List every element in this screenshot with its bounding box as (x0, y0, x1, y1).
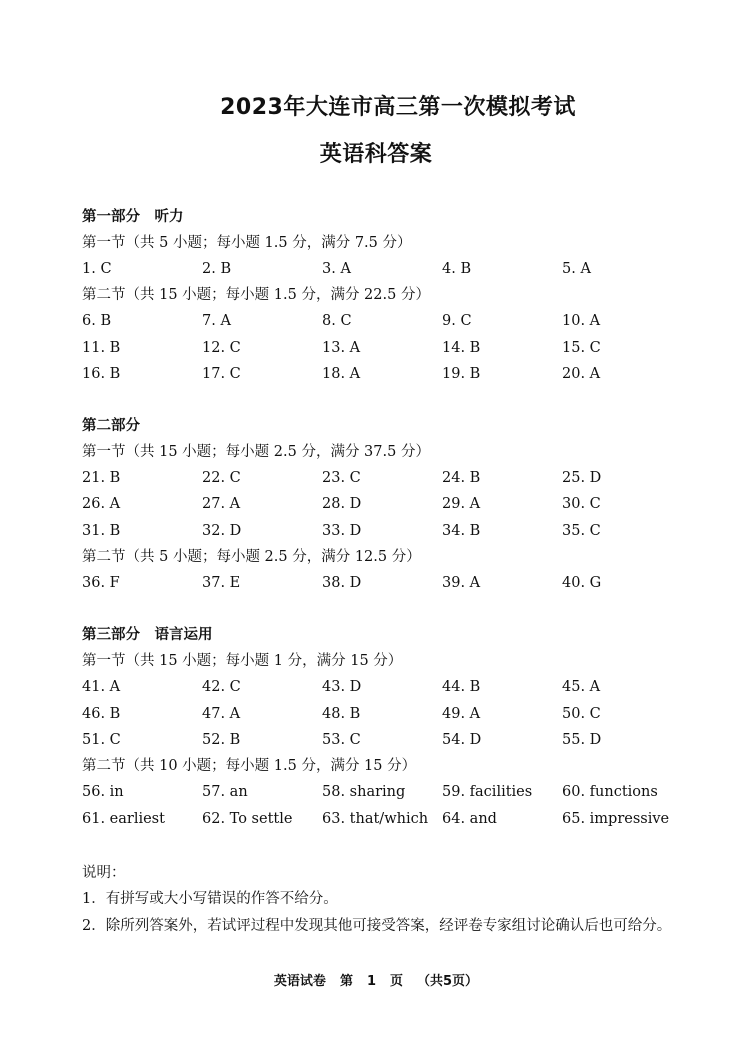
answer-cell: 15. C (562, 339, 601, 356)
answer-cell: 48. B (322, 705, 361, 722)
answer-cell: 61. earliest (82, 810, 165, 827)
answer-cell: 57. an (202, 784, 248, 801)
answer-cell: 47. A (202, 705, 241, 722)
answer-cell: 55. D (562, 731, 602, 748)
answer-cell: 42. C (202, 679, 241, 696)
answer-cell: 21. B (82, 470, 121, 487)
footer-paper-name: 英语试卷 (273, 974, 326, 989)
answer-cell: 60. functions (562, 784, 658, 801)
answer-key-content (82, 204, 682, 939)
answer-cell: 34. B (442, 522, 481, 539)
answer-row (82, 701, 682, 727)
answer-cell: 14. B (442, 339, 481, 356)
answer-cell: 58. sharing (322, 784, 406, 801)
answer-cell: 18. A (322, 365, 361, 382)
answer-cell: 17. C (202, 365, 241, 382)
answer-row (82, 518, 682, 544)
answer-cell: 52. B (202, 731, 241, 748)
answer-row (82, 779, 682, 805)
answer-cell: 9. C (442, 313, 472, 330)
answer-cell: 49. A (442, 705, 481, 722)
answer-cell: 37. E (202, 575, 241, 592)
answer-cell: 38. D (322, 575, 362, 592)
answer-cell: 59. facilities (442, 784, 533, 801)
document-subtitle: 英语科答案 (319, 142, 433, 167)
answer-cell: 19. B (442, 365, 481, 382)
answer-cell: 8. C (322, 313, 352, 330)
answer-cell: 22. C (202, 470, 241, 487)
answer-cell: 20. A (562, 365, 601, 382)
answer-row (82, 674, 682, 700)
answer-cell: 26. A (82, 496, 121, 513)
answer-cell: 10. A (562, 313, 601, 330)
footer-page-number: 1 (366, 974, 376, 989)
answer-cell: 46. B (82, 705, 121, 722)
section-heading: 第二节（共 10 小题；每小题 1.5 分，满分 15 分） (82, 758, 417, 775)
answer-cell: 43. D (322, 679, 362, 696)
answer-cell: 1. C (82, 261, 112, 277)
answer-cell: 51. C (82, 731, 121, 748)
answer-cell: 53. C (322, 731, 361, 748)
answer-cell: 3. A (322, 261, 351, 277)
answer-row (82, 361, 682, 387)
answer-cell: 23. C (322, 470, 361, 487)
note-item: 1．有拼写或大小写错误的作答不给分。 (82, 891, 338, 908)
answer-cell: 31. B (82, 522, 121, 539)
answer-cell: 29. A (442, 496, 481, 513)
section-heading: 第二节（共 15 小题；每小题 1.5 分，满分 22.5 分） (82, 287, 430, 304)
answer-cell: 41. A (82, 679, 121, 696)
answer-cell: 7. A (202, 313, 231, 330)
answer-cell: 16. B (82, 365, 121, 382)
answer-cell: 2. B (202, 261, 232, 277)
answer-cell: 5. A (562, 261, 591, 277)
section-heading: 第二节（共 5 小题；每小题 2.5 分，满分 12.5 分） (82, 549, 421, 566)
answer-cell: 40. G (562, 575, 602, 592)
answer-cell: 32. D (202, 522, 242, 539)
answer-cell: 28. D (322, 496, 362, 513)
answer-cell: 36. F (82, 575, 120, 592)
answer-cell: 39. A (442, 575, 481, 592)
answer-cell: 33. D (322, 522, 362, 539)
answer-row (82, 570, 682, 596)
part-heading: 第一部分 听力 (82, 209, 184, 225)
answer-cell: 62. To settle (202, 810, 293, 827)
answer-cell: 64. and (442, 810, 497, 827)
answer-cell: 44. B (442, 679, 481, 696)
part-heading: 第二部分 (82, 418, 140, 435)
answer-cell: 6. B (82, 313, 112, 330)
answer-row (82, 491, 682, 517)
answer-cell: 45. A (562, 679, 601, 696)
part-heading: 第三部分 语言运用 (82, 627, 213, 644)
answer-cell: 50. C (562, 705, 601, 722)
page-footer (0, 970, 752, 989)
answer-cell: 30. C (562, 496, 601, 513)
answer-row (82, 727, 682, 753)
section-heading: 第一节（共 5 小题；每小题 1.5 分，满分 7.5 分） (82, 235, 412, 251)
answer-cell: 27. A (202, 496, 241, 513)
answer-row (82, 806, 682, 832)
answer-row (82, 308, 682, 334)
footer-page-prefix: 第 (339, 974, 353, 989)
answer-cell: 12. C (202, 339, 241, 356)
document-title: 2023年大连市高三第一次模拟考试 (220, 95, 576, 120)
section-heading: 第一节（共 15 小题；每小题 2.5 分，满分 37.5 分） (82, 444, 430, 461)
answer-cell: 11. B (82, 339, 121, 356)
footer-page-suffix: 页 (390, 974, 404, 989)
section-heading: 第一节（共 15 小题；每小题 1 分，满分 15 分） (82, 653, 403, 670)
answer-cell: 35. C (562, 522, 601, 539)
answer-row (82, 335, 682, 361)
answer-row (82, 256, 682, 282)
answer-cell: 65. impressive (562, 810, 670, 827)
answer-cell: 25. D (562, 470, 602, 487)
answer-cell: 63. that/which (322, 810, 429, 827)
answer-cell: 4. B (442, 261, 472, 277)
answer-cell: 54. D (442, 731, 482, 748)
answer-row (82, 465, 682, 491)
footer-total-pages: （共5页） (417, 974, 479, 989)
answer-cell: 24. B (442, 470, 481, 487)
answer-cell: 13. A (322, 339, 361, 356)
answer-cell: 56. in (82, 784, 124, 801)
note-item: 2．除所列答案外，若试评过程中发现其他可接受答案，经评卷专家组讨论确认后也可给分。 (82, 917, 672, 934)
notes-heading: 说明： (82, 864, 126, 881)
